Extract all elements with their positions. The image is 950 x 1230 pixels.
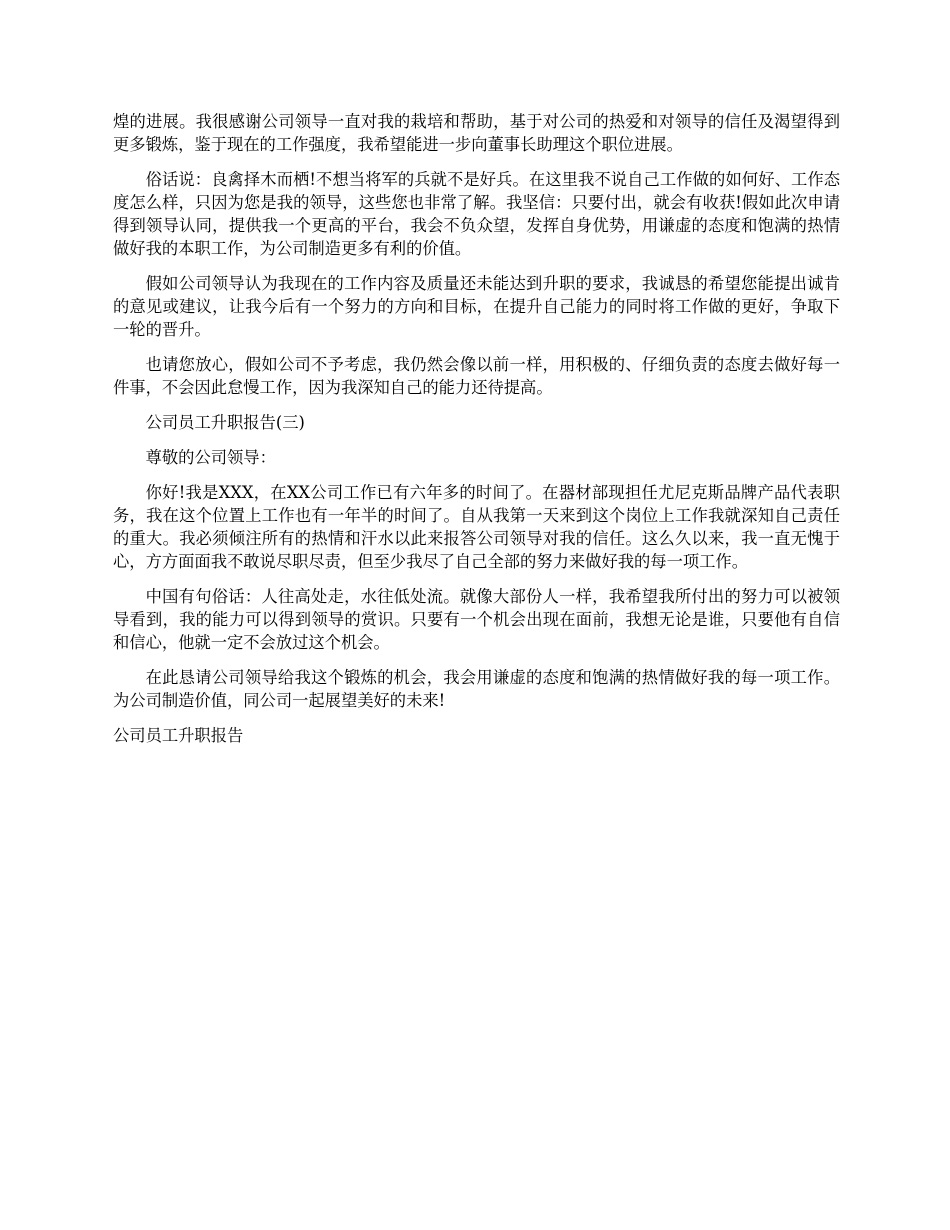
- paragraph-introduction: 你好!我是XXX，在XX公司工作已有六年多的时间了。在器材部现担任尤尼克斯品牌产品代表职务，我在这个位置上工作也有一年半的时间了。自从我第一天来到这个岗位上工作我就深知自己责任的重大。我必须倾注所有的热情和汗水以此来报答公司领导对我的信任。这么久以来，我一直无愧于心，方方面面我不敢说尽职尽责，但至少我尽了自己全部的努力来做好我的每一项工作。: [113, 483, 840, 571]
- paragraph-closing: 在此恳请公司领导给我这个锻炼的机会，我会用谦虚的态度和饱满的热情做好我的每一项工作。为公司制造价值，同公司一起展望美好的未来!: [113, 668, 840, 710]
- paragraph-proverb: 俗话说：良禽择木而栖!不想当将军的兵就不是好兵。在这里我不说自己工作做的如何好、工作态度怎么样，只因为您是我的领导，这些您也非常了解。我坚信：只要付出，就会有收获!假如此次申请得到领导认同，提供我一个更高的平台，我会不负众望，发挥自身优势，用谦虚的态度和饱满的热情做好我的本职工作，为公司制造更多有利的价值。: [113, 170, 840, 258]
- section-heading: 公司员工升职报告(三): [145, 413, 305, 432]
- paragraph-continuation: 煌的进展。我很感谢公司领导一直对我的栽培和帮助，基于对公司的热爱和对领导的信任及渴望得到更多锻炼，鉴于现在的工作强度，我希望能进一步向董事长助理这个职位进展。: [113, 112, 840, 154]
- salutation: 尊敬的公司领导：: [145, 448, 276, 467]
- document-page: [113, 110, 840, 759]
- paragraph-saying: 中国有句俗话：人往高处走，水往低处流。就像大部份人一样，我希望我所付出的努力可以被领导看到，我的能力可以得到领导的赏识。只要有一个机会出现在面前，我想无论是谁，只要他有自信和信心，他就一定不会放过这个机会。: [113, 587, 840, 652]
- document-footer-title: 公司员工升职报告: [113, 726, 244, 745]
- paragraph-request-feedback: 假如公司领导认为我现在的工作内容及质量还未能达到升职的要求，我诚恳的希望您能提出诚肯的意见或建议，让我今后有一个努力的方向和目标，在提升自己能力的同时将工作做的更好，争取下一轮的晋升。: [113, 274, 840, 339]
- paragraph-reassurance: 也请您放心，假如公司不予考虑，我仍然会像以前一样，用积极的、仔细负责的态度去做好每一件事，不会因此怠慢工作，因为我深知自己的能力还待提高。: [113, 355, 840, 397]
